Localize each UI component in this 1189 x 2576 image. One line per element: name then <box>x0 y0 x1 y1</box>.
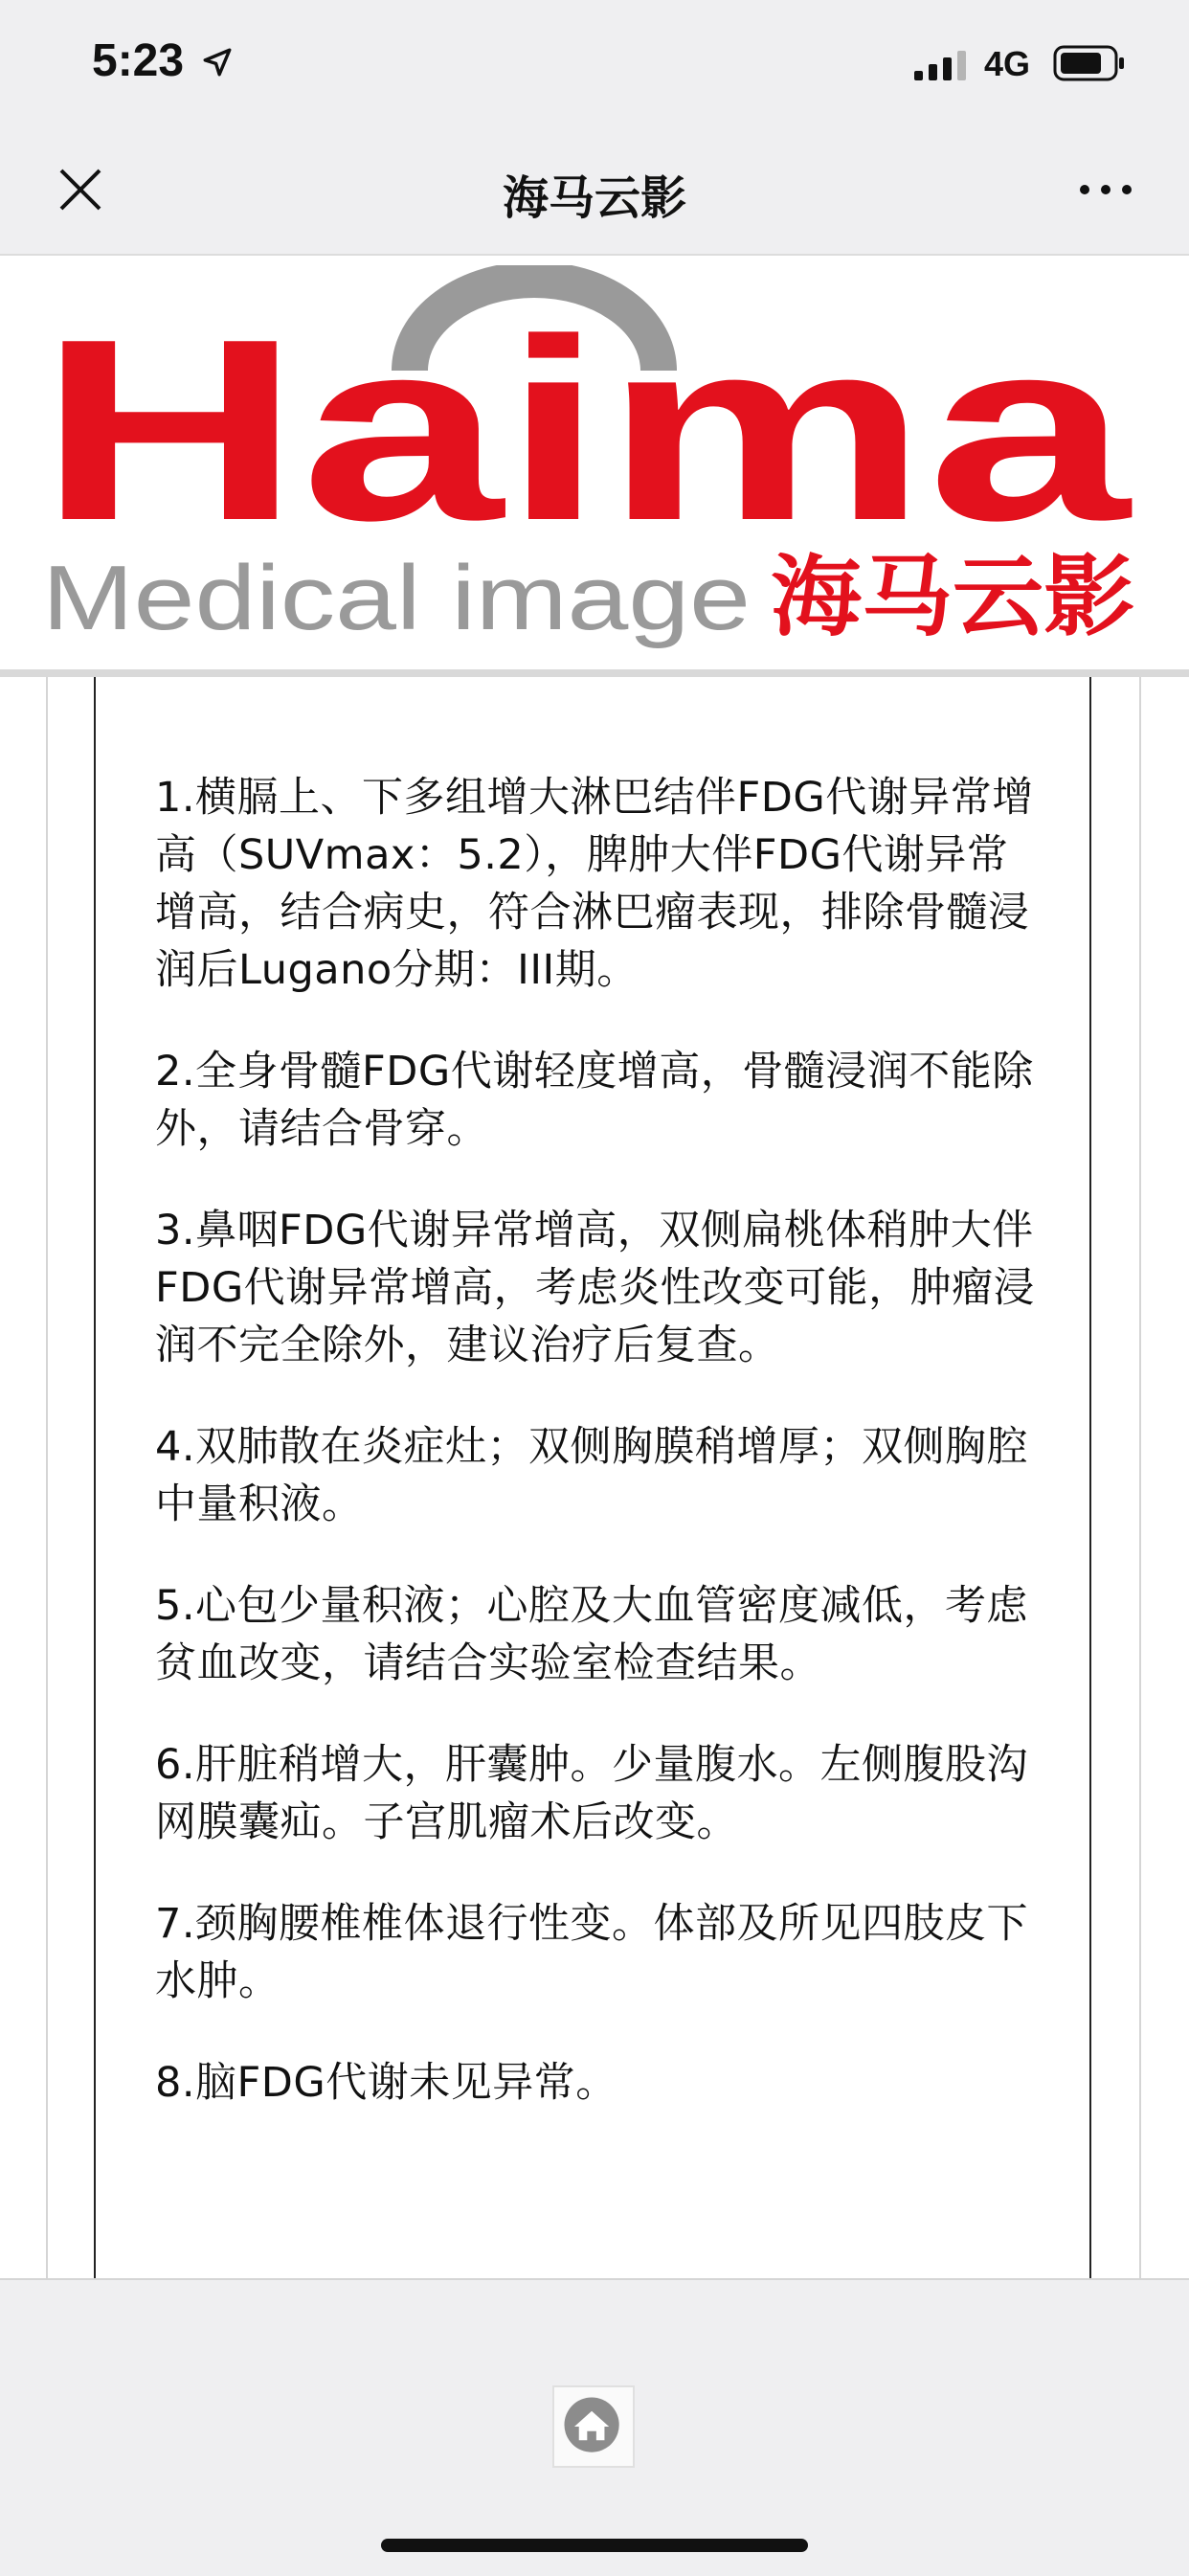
logo-subtitle: Medical image <box>42 547 751 649</box>
nav-bar <box>0 124 1189 256</box>
banner <box>0 256 1189 677</box>
bottom-toolbar <box>0 2278 1189 2576</box>
report-item: 3.鼻咽FDG代谢异常增高，双侧扁桃体稍肿大伴FDG代谢异常增高，考虑炎性改变可能，肿瘤浸润不完全除外，建议治疗后复查。 <box>155 1207 1036 1369</box>
logo-word: Haima <box>38 286 1133 575</box>
report-item: 8.脑FDG代谢未见异常。 <box>155 2059 617 2107</box>
haima-logo <box>38 265 1149 663</box>
home-indicator[interactable] <box>381 2539 808 2552</box>
divider <box>46 677 48 2278</box>
logo-cn: 海马云影 <box>771 546 1134 648</box>
report-item: 7.颈胸腰椎椎体退行性变。体部及所见四肢皮下水肿。 <box>155 1900 1029 2005</box>
content-area[interactable] <box>0 677 1189 2278</box>
status-time: 5:23 <box>92 35 185 86</box>
home-button[interactable] <box>552 2385 635 2468</box>
report-box <box>94 677 1091 2278</box>
report-item: 6.肝脏稍增大，肝囊肿。少量腹水。左侧腹股沟网膜囊疝。子宫肌瘤术后改变。 <box>155 1741 1029 1846</box>
report-item: 4.双肺散在炎症灶；双侧胸膜稍增厚；双侧胸腔中量积液。 <box>155 1423 1029 1528</box>
more-dots-icon[interactable] <box>1077 170 1134 209</box>
cellular-signal-icon <box>912 50 970 80</box>
status-bar <box>0 0 1189 124</box>
report-list <box>155 769 1036 2156</box>
page-title: 海马云影 <box>502 171 686 225</box>
home-icon <box>554 2387 633 2466</box>
report-item: 2.全身骨髓FDG代谢轻度增高，骨髓浸润不能除外，请结合骨穿。 <box>155 1048 1034 1153</box>
location-arrow-icon <box>201 46 234 79</box>
network-type: 4G <box>984 44 1031 83</box>
divider <box>1139 677 1141 2278</box>
battery-icon <box>1053 44 1126 82</box>
report-item: 1.横膈上、下多组增大淋巴结伴FDG代谢异常增高（SUVmax：5.2），脾肿大伴FDG代谢异常增高，结合病史，符合淋巴瘤表现，排除骨髓浸润后Lugano分期：III期。 <box>155 774 1034 994</box>
report-item: 5.心包少量积液；心腔及大血管密度减低，考虑贫血改变，请结合实验室检查结果。 <box>155 1582 1029 1687</box>
